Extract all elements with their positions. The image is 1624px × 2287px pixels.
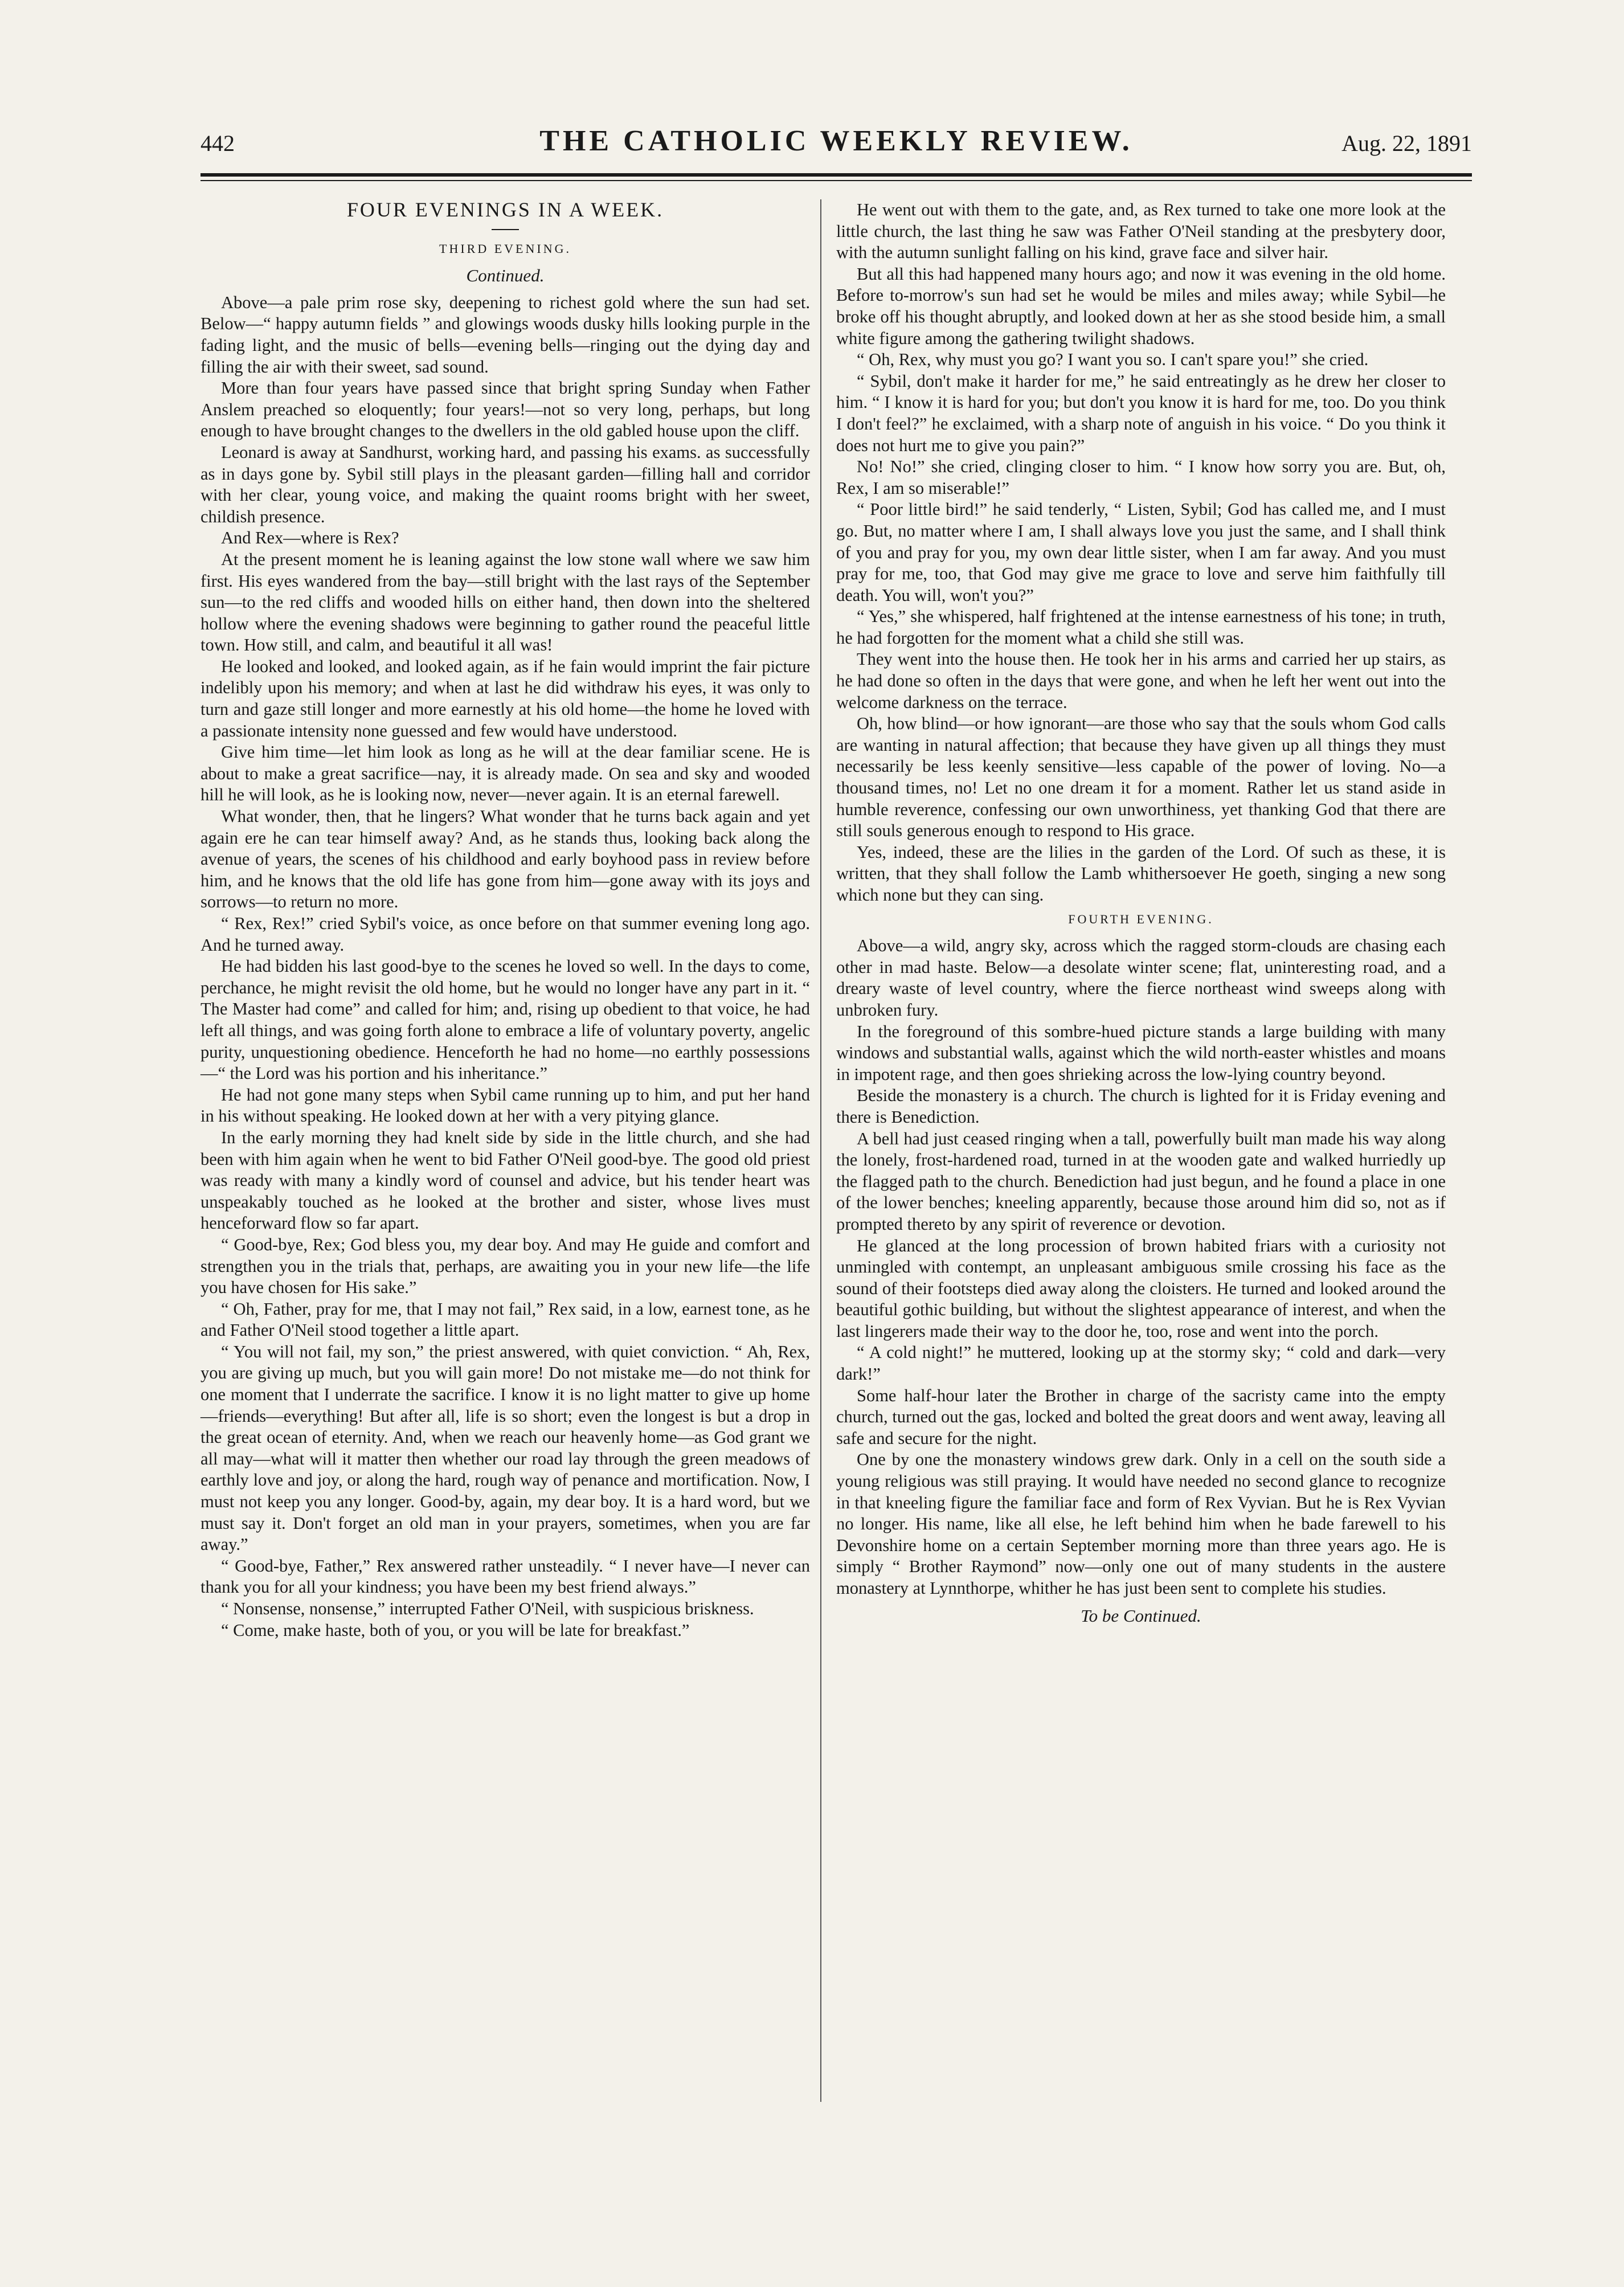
journal-title: THE CATHOLIC WEEKLY REVIEW. <box>539 125 1133 157</box>
paragraph: “ Good-bye, Rex; God bless you, my dear boy. And may He guide and comfort and strengthen you in the trials that, perhaps, are awaiting you in your new life—the life you have chosen for His sake.” <box>201 1234 810 1298</box>
paragraph: More than four years have passed since that bright spring Sunday when Father Anslem preached so eloquently; four years!—not so very long, perhaps, but long enough to have brought changes to the dwellers in the old gabled house upon the cliff. <box>201 378 810 441</box>
left-column <box>201 199 810 1641</box>
column-divider <box>820 199 821 2102</box>
paragraph: “ Rex, Rex!” cried Sybil's voice, as once before on that summer evening long ago. And he turned away. <box>201 914 810 955</box>
paragraph: He had bidden his last good-bye to the scenes he loved so well. In the days to come, perchance, he might revisit the old home, but he would no longer have any part in it. “ The Master had come” and called for him; and, rising up obedient to that voice, he had left all things, and was going forth alone to embrace a life of voluntary poverty, angelic purity, unquestioning obedience. Henceforth he had no home—no earthly possessions—“ the Lord was his portion and his inheritance.” <box>201 956 810 1083</box>
paragraph: Above—a wild, angry sky, across which the ragged storm-clouds are chasing each other in mad haste. Below—a desolate winter scene; flat, uninteresting road, and a dreary waste of level country, where the fierce northeast wind sweeps along with unbroken fury. <box>836 936 1446 1020</box>
paragraph: They went into the house then. He took her in his arms and carried her up stairs, as he had done so often in the days that were gone, and when he left her went out into the welcome darkness on the terrace. <box>836 649 1446 712</box>
paragraph: He looked and looked, and looked again, as if he fain would imprint the fair picture indelibly upon his memory; and when at last he did withdraw his eyes, it was only to turn and gaze still longer and more earnestly at his old home—the home he loved with a passionate intensity none guessed and few would have understood. <box>201 656 810 740</box>
page-number: 442 <box>201 130 235 156</box>
paragraph: Leonard is away at Sandhurst, working hard, and passing his exams. as successfully as in days gone by. Sybil still plays in the pleasant garden—filling hall and corridor with her clear, young voice, and making the quaint rooms bright with her sweet, childish presence. <box>201 442 810 526</box>
paragraph: And Rex—where is Rex? <box>221 528 399 548</box>
masthead <box>201 124 1472 170</box>
paragraph: At the present moment he is leaning against the low stone wall where we saw him first. His eyes wandered from the bay—still bright with the last rays of the September sun—to the red cliffs and wooded hills on either hand, then down into the sheltered hollow where the evening shadows were beginning to gather round the peaceful little town. How still, and calm, and beautiful it all was! <box>201 549 810 655</box>
paragraph: Above—a pale prim rose sky, deepening to richest gold where the sun had set. Below—“ happy autumn fields ” and glowings woods dusky hills looking purple in the fading light, and the music of bells—evening bells—ringing out the dying day and filling the air with their sweet, sad sound. <box>201 292 810 377</box>
paragraph: In the early morning they had knelt side by side in the little church, and she had been with him again when he went to bid Father O'Neil good-bye. The good old priest was ready with many a kindly word of counsel and advice, but his tender heart was unspeakably touched as he looked at the brother and sister, whose lives must henceforward flow so far apart. <box>201 1127 810 1233</box>
paragraph: In the foreground of this sombre-hued picture stands a large building with many windows and substantial walls, against which the wild north-easter whistles and moans in impotent rage, and then goes shrieking across the low-lying country beyond. <box>836 1021 1446 1084</box>
header-rule <box>201 173 1472 177</box>
article-title: FOUR EVENINGS IN A WEEK. <box>346 198 664 221</box>
paragraph: “ You will not fail, my son,” the priest answered, with quiet conviction. “ Ah, Rex, you are giving up much, but you will gain more! Do not mistake me—do not think for one moment that I underrate the sacrifice. I know it is no light matter to give up home—friends—everything! But after all, life is so short; even the longest is but a drop in the great ocean of eternity. And, when we reach our heavenly home—as God grant we all may—what will it matter then whether our road lay through the green meadows of earthly love and joy, or along the hard, rough way of penance and mortification. Now, I must not keep you any longer. Good-by, again, my dear boy. It is a hard word, but we must say it. Don't forget an old man in your prayers, sometimes, when you are far away.” <box>201 1341 810 1554</box>
paragraph: But all this had happened many hours ago; and now it was evening in the old home. Before to-morrow's sun had set he would be miles and miles away; while Sybil—he broke off his thought abruptly, and looked down at her as she stood beside him, a small white figure among the gathering twilight shadows. <box>836 264 1446 348</box>
paragraph: Give him time—let him look as long as he will at the dear familiar scene. He is about to make a great sacrifice—nay, it is already made. On sea and sky and wooded hill he will look, as he is looking now, never—never again. It is an eternal farewell. <box>201 742 810 805</box>
right-paragraphs-third <box>836 199 1446 906</box>
paragraph: “ Nonsense, nonsense,” interrupted Father O'Neil, with suspicious briskness. <box>221 1599 754 1618</box>
paragraph: What wonder, then, that he lingers? What wonder that he turns back again and yet again ere he can tear himself away? And, as he stands thus, looking back along the avenue of years, the scenes of his childhood and early boyhood pass in review before him, and he knows that the old life has gone from him—gone away with its joys and sorrows—to return no more. <box>201 807 810 912</box>
paragraph: No! No!” she cried, clinging closer to him. “ I know how sorry you are. But, oh, Rex, I am so miserable!” <box>836 457 1446 498</box>
title-divider <box>492 229 519 230</box>
paragraph: Beside the monastery is a church. The church is lighted for it is Friday evening and there is Benediction. <box>836 1086 1446 1127</box>
header-rule-thin <box>201 180 1472 181</box>
paragraph: “ Sybil, don't make it harder for me,” he said entreatingly as he drew her closer to him. “ I know it is hard for you; but don't you know it is hard for me, too. Do you think I don't feel?” he exclaimed, with a sharp note of anguish in his voice. “ Do you think it does not hurt me to give you pain?” <box>836 371 1446 455</box>
paragraph: A bell had just ceased ringing when a tall, powerfully built man made his way along the lonely, frost-hardened road, turned in at the wooden gate and walked hurriedly up the flagged path to the church. Benediction had just begun, and he found a place in one of the lower benches; kneeling apparently, because those around him did so, not as if prompted thereto by any spirit of reverence or devotion. <box>836 1128 1446 1234</box>
paragraph: “ A cold night!” he muttered, looking up at the stormy sky; “ cold and dark—very dark!” <box>836 1343 1446 1384</box>
right-column <box>836 199 1446 1626</box>
paragraph: Yes, indeed, these are the lilies in the garden of the Lord. Of such as these, it is written, that they shall follow the Lamb whithersoever He goeth, singing a new song which none but they can sing. <box>836 842 1446 905</box>
paragraph: “ Yes,” she whispered, half frightened at the intense earnestness of his tone; in truth, he had forgotten for the moment what a child she still was. <box>836 607 1446 648</box>
paragraph: “ Oh, Rex, why must you go? I want you so. I can't spare you!” she cried. <box>857 350 1369 370</box>
paragraph: He went out with them to the gate, and, as Rex turned to take one more look at the little church, the last thing he saw was Father O'Neil standing at the presbytery door, with the autumn sunlight falling on his kind, grave face and silver hair. <box>836 200 1446 263</box>
paragraph: “ Come, make haste, both of you, or you will be late for breakfast.” <box>221 1620 690 1640</box>
paragraph: Oh, how blind—or how ignorant—are those who say that the souls whom God calls are wanting in natural affection; that because they have given up all things they must necessarily be less keenly sensitive—less capable of the power of loving. No—a thousand times, no! Let no one dream it for a moment. Rather let us stand aside in humble reverence, confessing our own unworthiness, yet thanking God that there are still souls generous enough to respond to His grace. <box>836 714 1446 841</box>
paragraph: He had not gone many steps when Sybil came running up to him, and put her hand in his without speaking. He looked down at her with a very pitying glance. <box>201 1085 810 1126</box>
paragraph: He glanced at the long procession of brown habited friars with a curiosity not unmingled with contempt, an unpleasant ambiguous smile crossing his face as the sound of their footsteps died away along the cloisters. He turned and looked around the beautiful gothic building, but without the slightest appearance of interest, and when the last lingerers made their way to the door he, too, rose and went into the porch. <box>836 1235 1446 1341</box>
paragraph: “ Good-bye, Father,” Rex answered rather unsteadily. “ I never have—I never can thank you for all your kindness; you have been my best friend always.” <box>201 1556 810 1597</box>
right-paragraphs-fourth <box>836 935 1446 1599</box>
section-heading-third-evening: THIRD EVENING. <box>439 241 571 256</box>
section-heading-fourth-evening: FOURTH EVENING. <box>1068 911 1214 926</box>
left-paragraphs <box>201 292 810 1641</box>
paragraph: One by one the monastery windows grew dark. Only in a cell on the south side a young religious was still praying. It would have needed no second glance to recognize in that kneeling figure the familiar face and form of Rex Vyvian. But he is Rex Vyvian no longer. His name, like all else, he left behind him when he bade farewell to his Devonshire home on a certain September morning more than three years ago. He is simply “ Brother Raymond” now—only one out of many students in the austere monastery at Lynnthorpe, whither he has just been sent to complete his studies. <box>836 1450 1446 1598</box>
paragraph: “ Oh, Father, pray for me, that I may not fail,” Rex said, in a low, earnest tone, as he and Father O'Neil stood together a little apart. <box>201 1299 810 1340</box>
paragraph: Some half-hour later the Brother in charge of the sacristy came into the empty church, turned out the gas, locked and bolted the great doors and went away, leaving all safe and secure for the night. <box>836 1385 1446 1448</box>
closing-note: To be Continued. <box>1081 1605 1201 1626</box>
continued-label: Continued. <box>466 265 545 286</box>
paragraph: “ Poor little bird!” he said tenderly, “ Listen, Sybil; God has called me, and I must go. But, no matter where I am, I shall always love you just the same, and I shall think of you and pray for you, my own dear little sister, when I am far away. And you must pray for me, too, that God may give me grace to love and serve him faithfully till death. You will, won't you?” <box>836 500 1446 605</box>
issue-date: Aug. 22, 1891 <box>1341 130 1472 156</box>
